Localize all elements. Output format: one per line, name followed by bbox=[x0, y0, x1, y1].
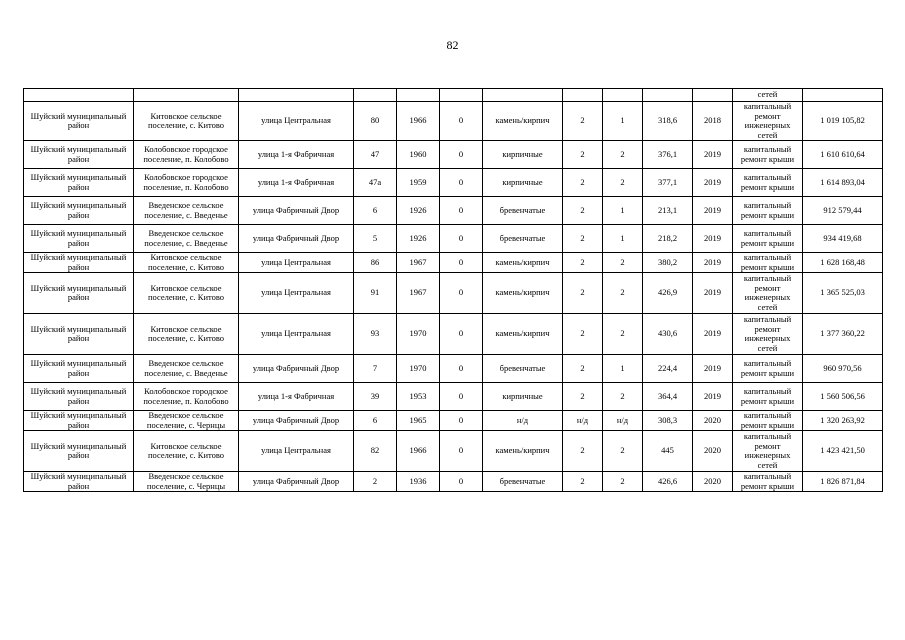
value-cell: 0 bbox=[440, 141, 483, 169]
district-cell: Шуйский муниципальный район bbox=[24, 314, 134, 355]
work-type-cell: капитальный ремонт крыши bbox=[733, 472, 803, 492]
value-cell: 0 bbox=[440, 169, 483, 197]
work-type-cell: капитальный ремонт крыши bbox=[733, 411, 803, 431]
value-cell: 0 bbox=[440, 411, 483, 431]
year-built-cell: 1936 bbox=[397, 472, 440, 492]
street-cell: улица Фабричный Двор bbox=[239, 355, 354, 383]
entrances-cell: 1 bbox=[603, 102, 643, 141]
settlement-cell: Китовское сельское поселение, с. Китово bbox=[134, 102, 239, 141]
cost-cell: 1 826 871,84 bbox=[803, 472, 883, 492]
plan-year-cell: 2019 bbox=[693, 314, 733, 355]
table-row bbox=[24, 355, 883, 383]
year-built-cell: 1967 bbox=[397, 273, 440, 314]
settlement-cell: Колобовское городское поселение, п. Колобово bbox=[134, 383, 239, 411]
table-row bbox=[24, 102, 883, 141]
house-number-cell: 93 bbox=[354, 314, 397, 355]
table-row bbox=[24, 225, 883, 253]
cost-cell: 1 019 105,82 bbox=[803, 102, 883, 141]
cost-cell: 1 365 525,03 bbox=[803, 273, 883, 314]
work-type-cell: капитальный ремонт крыши bbox=[733, 383, 803, 411]
wall-material-cell: бревенчатые bbox=[483, 197, 563, 225]
wall-material-cell: кирпичные bbox=[483, 141, 563, 169]
entrances-cell: 1 bbox=[603, 355, 643, 383]
value-cell: 0 bbox=[440, 102, 483, 141]
entrances-cell: 2 bbox=[603, 314, 643, 355]
plan-year-cell: 2019 bbox=[693, 169, 733, 197]
table-row bbox=[24, 273, 883, 314]
value-cell: 0 bbox=[440, 314, 483, 355]
area-cell bbox=[643, 89, 693, 102]
street-cell: улица Центральная bbox=[239, 314, 354, 355]
value-cell: 0 bbox=[440, 355, 483, 383]
work-type-cell: капитальный ремонт крыши bbox=[733, 169, 803, 197]
district-cell: Шуйский муниципальный район bbox=[24, 169, 134, 197]
settlement-cell: Введенское сельское поселение, с. Чернцы bbox=[134, 411, 239, 431]
district-cell: Шуйский муниципальный район bbox=[24, 253, 134, 273]
entrances-cell: 2 bbox=[603, 431, 643, 472]
settlement-cell bbox=[134, 89, 239, 102]
cost-cell: 1 614 893,04 bbox=[803, 169, 883, 197]
street-cell: улица 1-я Фабричная bbox=[239, 141, 354, 169]
floors-cell: 2 bbox=[563, 355, 603, 383]
street-cell: улица Фабричный Двор bbox=[239, 225, 354, 253]
year-built-cell: 1959 bbox=[397, 169, 440, 197]
value-cell: 0 bbox=[440, 472, 483, 492]
year-built-cell: 1953 bbox=[397, 383, 440, 411]
area-cell: 218,2 bbox=[643, 225, 693, 253]
street-cell: улица 1-я Фабричная bbox=[239, 383, 354, 411]
district-cell: Шуйский муниципальный район bbox=[24, 355, 134, 383]
street-cell: улица Фабричный Двор bbox=[239, 411, 354, 431]
entrances-cell: 2 bbox=[603, 273, 643, 314]
table-body bbox=[24, 89, 883, 492]
district-cell: Шуйский муниципальный район bbox=[24, 141, 134, 169]
area-cell: 376,1 bbox=[643, 141, 693, 169]
entrances-cell: 1 bbox=[603, 225, 643, 253]
plan-year-cell: 2019 bbox=[693, 225, 733, 253]
value-cell: 0 bbox=[440, 383, 483, 411]
wall-material-cell bbox=[483, 89, 563, 102]
floors-cell: 2 bbox=[563, 472, 603, 492]
house-number-cell: 80 bbox=[354, 102, 397, 141]
year-built-cell: 1966 bbox=[397, 102, 440, 141]
plan-year-cell bbox=[693, 89, 733, 102]
plan-year-cell: 2019 bbox=[693, 253, 733, 273]
cost-cell: 1 610 610,64 bbox=[803, 141, 883, 169]
settlement-cell: Введенское сельское поселение, с. Введенье bbox=[134, 225, 239, 253]
area-cell: 426,6 bbox=[643, 472, 693, 492]
street-cell: улица Центральная bbox=[239, 253, 354, 273]
floors-cell: 2 bbox=[563, 253, 603, 273]
street-cell: улица Центральная bbox=[239, 431, 354, 472]
cost-cell: 934 419,68 bbox=[803, 225, 883, 253]
floors-cell bbox=[563, 89, 603, 102]
house-number-cell: 86 bbox=[354, 253, 397, 273]
year-built-cell: 1926 bbox=[397, 197, 440, 225]
house-number-cell: 5 bbox=[354, 225, 397, 253]
wall-material-cell: камень/кирпич bbox=[483, 102, 563, 141]
street-cell bbox=[239, 89, 354, 102]
work-type-cell: капитальный ремонт инженерных сетей bbox=[733, 102, 803, 141]
area-cell: 224,4 bbox=[643, 355, 693, 383]
floors-cell: 2 bbox=[563, 141, 603, 169]
entrances-cell: 2 bbox=[603, 141, 643, 169]
floors-cell: 2 bbox=[563, 225, 603, 253]
district-cell: Шуйский муниципальный район bbox=[24, 273, 134, 314]
plan-year-cell: 2018 bbox=[693, 102, 733, 141]
year-built-cell: 1967 bbox=[397, 253, 440, 273]
settlement-cell: Колобовское городское поселение, п. Колобово bbox=[134, 169, 239, 197]
floors-cell: 2 bbox=[563, 383, 603, 411]
area-cell: 308,3 bbox=[643, 411, 693, 431]
entrances-cell: 2 bbox=[603, 169, 643, 197]
house-number-cell: 7 bbox=[354, 355, 397, 383]
value-cell: 0 bbox=[440, 253, 483, 273]
work-type-cell: капитальный ремонт крыши bbox=[733, 355, 803, 383]
work-type-cell: капитальный ремонт крыши bbox=[733, 141, 803, 169]
plan-year-cell: 2019 bbox=[693, 383, 733, 411]
house-number-cell: 39 bbox=[354, 383, 397, 411]
year-built-cell: 1960 bbox=[397, 141, 440, 169]
table-row bbox=[24, 169, 883, 197]
cost-cell bbox=[803, 89, 883, 102]
area-cell: 380,2 bbox=[643, 253, 693, 273]
entrances-cell: 1 bbox=[603, 197, 643, 225]
year-built-cell: 1926 bbox=[397, 225, 440, 253]
work-type-cell: капитальный ремонт крыши bbox=[733, 197, 803, 225]
house-number-cell: 82 bbox=[354, 431, 397, 472]
street-cell: улица Центральная bbox=[239, 273, 354, 314]
entrances-cell: н/д bbox=[603, 411, 643, 431]
year-built-cell: 1970 bbox=[397, 355, 440, 383]
house-number-cell bbox=[354, 89, 397, 102]
street-cell: улица 1-я Фабричная bbox=[239, 169, 354, 197]
entrances-cell: 2 bbox=[603, 472, 643, 492]
street-cell: улица Фабричный Двор bbox=[239, 197, 354, 225]
settlement-cell: Колобовское городское поселение, п. Колобово bbox=[134, 141, 239, 169]
buildings-table bbox=[23, 88, 883, 492]
settlement-cell: Китовское сельское поселение, с. Китово bbox=[134, 431, 239, 472]
plan-year-cell: 2019 bbox=[693, 355, 733, 383]
street-cell: улица Фабричный Двор bbox=[239, 472, 354, 492]
settlement-cell: Введенское сельское поселение, с. Введенье bbox=[134, 197, 239, 225]
area-cell: 426,9 bbox=[643, 273, 693, 314]
table-row bbox=[24, 197, 883, 225]
page-number: 82 bbox=[446, 38, 459, 52]
cost-cell: 1 423 421,50 bbox=[803, 431, 883, 472]
settlement-cell: Введенское сельское поселение, с. Чернцы bbox=[134, 472, 239, 492]
house-number-cell: 2 bbox=[354, 472, 397, 492]
district-cell: Шуйский муниципальный район bbox=[24, 431, 134, 472]
cost-cell: 1 377 360,22 bbox=[803, 314, 883, 355]
floors-cell: 2 bbox=[563, 102, 603, 141]
area-cell: 377,1 bbox=[643, 169, 693, 197]
house-number-cell: 6 bbox=[354, 197, 397, 225]
work-type-cell: капитальный ремонт крыши bbox=[733, 253, 803, 273]
district-cell: Шуйский муниципальный район bbox=[24, 383, 134, 411]
table-row bbox=[24, 314, 883, 355]
wall-material-cell: камень/кирпич bbox=[483, 253, 563, 273]
cost-cell: 1 628 168,48 bbox=[803, 253, 883, 273]
settlement-cell: Китовское сельское поселение, с. Китово bbox=[134, 253, 239, 273]
entrances-cell: 2 bbox=[603, 253, 643, 273]
wall-material-cell: н/д bbox=[483, 411, 563, 431]
floors-cell: 2 bbox=[563, 431, 603, 472]
table-row bbox=[24, 383, 883, 411]
wall-material-cell: камень/кирпич bbox=[483, 431, 563, 472]
wall-material-cell: камень/кирпич bbox=[483, 273, 563, 314]
work-type-cell: капитальный ремонт инженерных сетей bbox=[733, 273, 803, 314]
cost-cell: 1 320 263,92 bbox=[803, 411, 883, 431]
area-cell: 318,6 bbox=[643, 102, 693, 141]
table-row-continued bbox=[24, 89, 883, 102]
year-built-cell: 1966 bbox=[397, 431, 440, 472]
district-cell bbox=[24, 89, 134, 102]
floors-cell: 2 bbox=[563, 314, 603, 355]
entrances-cell bbox=[603, 89, 643, 102]
house-number-cell: 91 bbox=[354, 273, 397, 314]
area-cell: 445 bbox=[643, 431, 693, 472]
table-row bbox=[24, 253, 883, 273]
work-type-cell: капитальный ремонт инженерных сетей bbox=[733, 314, 803, 355]
floors-cell: н/д bbox=[563, 411, 603, 431]
cost-cell: 1 560 506,56 bbox=[803, 383, 883, 411]
area-cell: 430,6 bbox=[643, 314, 693, 355]
floors-cell: 2 bbox=[563, 273, 603, 314]
year-built-cell bbox=[397, 89, 440, 102]
house-number-cell: 47а bbox=[354, 169, 397, 197]
value-cell: 0 bbox=[440, 197, 483, 225]
value-cell: 0 bbox=[440, 431, 483, 472]
plan-year-cell: 2020 bbox=[693, 411, 733, 431]
entrances-cell: 2 bbox=[603, 383, 643, 411]
plan-year-cell: 2020 bbox=[693, 431, 733, 472]
value-cell: 0 bbox=[440, 225, 483, 253]
district-cell: Шуйский муниципальный район bbox=[24, 197, 134, 225]
plan-year-cell: 2019 bbox=[693, 141, 733, 169]
house-number-cell: 6 bbox=[354, 411, 397, 431]
cost-cell: 912 579,44 bbox=[803, 197, 883, 225]
plan-year-cell: 2019 bbox=[693, 197, 733, 225]
area-cell: 364,4 bbox=[643, 383, 693, 411]
table-row bbox=[24, 141, 883, 169]
settlement-cell: Введенское сельское поселение, с. Введенье bbox=[134, 355, 239, 383]
year-built-cell: 1970 bbox=[397, 314, 440, 355]
value-cell: 0 bbox=[440, 273, 483, 314]
house-number-cell: 47 bbox=[354, 141, 397, 169]
wall-material-cell: бревенчатые bbox=[483, 472, 563, 492]
wall-material-cell: бревенчатые bbox=[483, 225, 563, 253]
district-cell: Шуйский муниципальный район bbox=[24, 225, 134, 253]
wall-material-cell: камень/кирпич bbox=[483, 314, 563, 355]
table-row bbox=[24, 431, 883, 472]
plan-year-cell: 2019 bbox=[693, 273, 733, 314]
district-cell: Шуйский муниципальный район bbox=[24, 411, 134, 431]
table-row bbox=[24, 472, 883, 492]
floors-cell: 2 bbox=[563, 197, 603, 225]
work-type-cell: капитальный ремонт крыши bbox=[733, 225, 803, 253]
table-row bbox=[24, 411, 883, 431]
work-type-cell: сетей bbox=[733, 89, 803, 102]
district-cell: Шуйский муниципальный район bbox=[24, 472, 134, 492]
district-cell: Шуйский муниципальный район bbox=[24, 102, 134, 141]
wall-material-cell: кирпичные bbox=[483, 169, 563, 197]
year-built-cell: 1965 bbox=[397, 411, 440, 431]
cost-cell: 960 970,56 bbox=[803, 355, 883, 383]
floors-cell: 2 bbox=[563, 169, 603, 197]
settlement-cell: Китовское сельское поселение, с. Китово bbox=[134, 314, 239, 355]
area-cell: 213,1 bbox=[643, 197, 693, 225]
street-cell: улица Центральная bbox=[239, 102, 354, 141]
work-type-cell: капитальный ремонт инженерных сетей bbox=[733, 431, 803, 472]
plan-year-cell: 2020 bbox=[693, 472, 733, 492]
wall-material-cell: бревенчатые bbox=[483, 355, 563, 383]
wall-material-cell: кирпичные bbox=[483, 383, 563, 411]
settlement-cell: Китовское сельское поселение, с. Китово bbox=[134, 273, 239, 314]
value-cell bbox=[440, 89, 483, 102]
